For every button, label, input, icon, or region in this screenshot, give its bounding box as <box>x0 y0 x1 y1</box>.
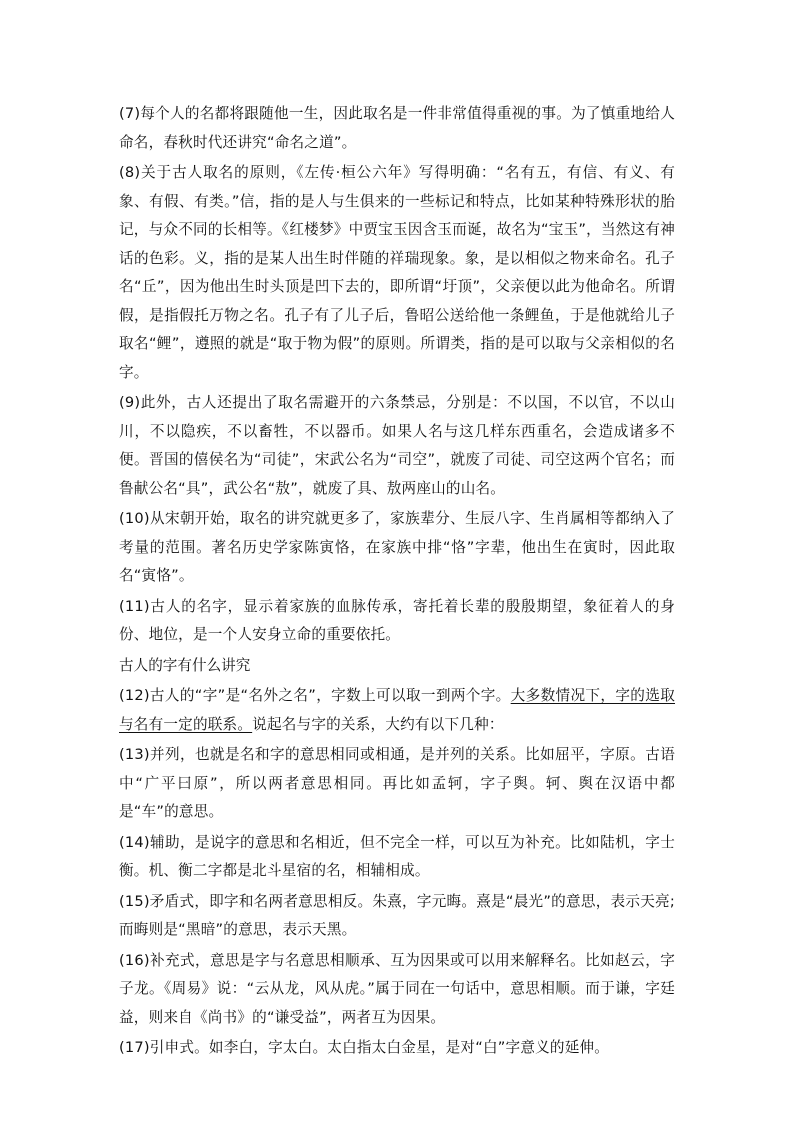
paragraph-14: (14)辅助，是说字的意思和名相近，但不完全一样，可以互为补充。比如陆机，字士衡。机、衡二字都是北斗星宿的名，相辅相成。 <box>119 833 675 879</box>
paragraph-10: (10)从宋朝开始，取名的讲究就更多了，家族辈分、生辰八字、生肖属相等都纳入了考量的范围。著名历史学家陈寅恪，在家族中排“恪”字辈，他出生在寅时，因此取名“寅恪”。 <box>119 510 675 584</box>
paragraph-12 <box>119 682 675 739</box>
document-page <box>119 100 675 1065</box>
paragraph-17: (17)引申式。如李白，字太白。太白指太白金星，是对“白”字意义的延伸。 <box>119 1039 610 1056</box>
section-heading: 古人的字有什么讲究 <box>119 656 251 674</box>
paragraph-12-underlined: 大多数情况下，字的选取与名有一定的联系。 <box>119 687 676 733</box>
paragraph-12-text-b: 说起名与字的关系，大约有以下几种： <box>252 715 504 733</box>
paragraph-16: (16)补充式，意思是字与名意思相顺承、互为因果或可以用来解释名。比如赵云，字子龙。《周易》说：“云从龙，风从虎。”属于同在一句话中，意思相顺。而于谦，字廷益，则来自《尚书》的“谦受益”，两者互为因果。 <box>119 951 675 1026</box>
paragraph-9: (9)此外，古人还提出了取名需避开的六条禁忌，分别是：不以国，不以官，不以山川，不以隐疾，不以畜牲，不以器币。如果人名与这几样东西重名，会造成诸多不便。晋国的僖侯名为“司徒”，宋武公名为“司空”，就废了司徒、司空这两个官名；而鲁献公名“具”，武公名“敖”，就废了具、敖两座山的山名。 <box>119 394 675 497</box>
paragraph-13: (13)并列，也就是名和字的意思相同或相通，是并列的关系。比如屈平，字原。古语中“广平曰原”，所以两者意思相同。再比如孟轲，字子舆。轲、舆在汉语中都是“车”的意思。 <box>119 746 675 820</box>
paragraph-8: (8)关于古人取名的原则，《左传·桓公六年》写得明确：“名有五，有信、有义、有象、有假、有类。”信，指的是人与生俱来的一些标记和特点，比如某种特殊形状的胎记，与众不同的长相等。《红楼梦》中贾宝玉因含玉而诞，故名为“宝玉”，当然这有神话的色彩。义，指的是某人出生时伴随的祥瑞现象。象，是以相似之物来命名。孔子名“丘”，因为他出生时头顶是凹下去的，即所谓“圩顶”，父亲便以此为他命名。所谓假，是指假托万物之名。孔子有了儿子后，鲁昭公送给他一条鲤鱼，于是他就给儿子取名“鲤”，遵照的就是“取于物为假”的原则。所谓类，指的是可以取与父亲相似的名字。 <box>119 164 675 381</box>
paragraph-7: (7)每个人的名都将跟随他一生，因此取名是一件非常值得重视的事。为了慎重地给人命名，春秋时代还讲究“命名之道”。 <box>119 105 675 151</box>
paragraph-12-text-a: (12)古人的“字”是“名外之名”，字数上可以取一到两个字。 <box>119 687 511 704</box>
paragraph-11: (11)古人的名字，显示着家族的血脉传承，寄托着长辈的殷殷期望，象征着人的身份、地位，是一个人安身立命的重要依托。 <box>119 597 675 643</box>
paragraph-15: (15)矛盾式，即字和名两者意思相反。朱熹，字元晦。熹是“晨光”的意思，表示天亮;而晦则是“黑暗”的意思，表示天黑。 <box>119 892 675 938</box>
